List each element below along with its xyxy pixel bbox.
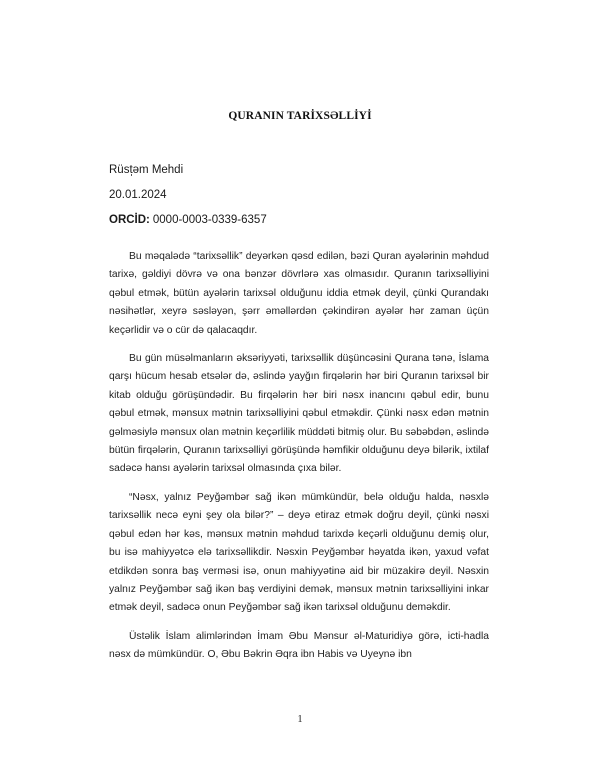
author-info [109,158,267,233]
paragraph: Bu gün müsəlmanların əksəriyyəti, tarixsəllik düşüncəsini Qurana tənə, İslama qarşı hücum hesab etsələr də, əslində yayğın firqələrin hər biri Quranın tarixsəl bir kitab olduğu görüşündədir. Bu firqələrin hər biri nəsx inancını qəbul edir, bunu qəbul etmək, mənsux mətnin tarixsəlliyini qəbul etməkdir. Çünki nəsx edən mətnin gəlməsiylə mənsux olan mətnin keçərlilik müddəti bitmiş olur. Bu səbəbdən, əslində bütün firqələrin, Quranın tarixsəlliyi görüşündə həmfikir olduğunu deyə bilərik, ixtilaf sadəcə hansı ayələrin tarixsəl olmasında çıxa bilər. [109,353,489,475]
publication-date: 20.01.2024 [109,189,167,201]
orcid-value: 0000-0003-0339-6357 [152,214,267,226]
orcid-label: ORCİD: [109,214,150,226]
paragraph: Bu məqalədə “tarixsəllik” deyərkən qəsd edilən, bəzi Quran ayələrinin məhdud tarixə, gəldiyi dövrə və ona bənzər dövrlərə xas olmasıdır. Quranın tarixsəlliyini qəbul etmək, bütün ayələrin tarixsəl olduğunu iddia etmək deyil, çünki Qurandakı nəsihətlər, xeyrə səsləyən, şərr əməllərdən çəkindirən ayələr hər zaman üçün keçərlidir və o cür də qalacaqdır. [109,251,489,336]
page-number: 1 [297,714,303,725]
document-title: QURANIN TARİXSƏLLİYİ [228,110,372,122]
orcid-row [109,208,267,233]
body-text [109,248,489,675]
author-name: Rüst̩əm Mehdi [109,164,184,176]
paragraph: Üstəlik İslam alimlərindən İmam Əbu Mənsur əl-Maturidiyə görə, icti-hadla nəsx də mümkündür. O, Əbu Bəkrin Əqra ibn Habis və Uyeynə ibn [109,630,489,661]
paragraph: “Nəsx, yalnız Peyğəmbər sağ ikən mümkündür, belə olduğu halda, nəsxlə tarixsəllik necə eyni şey ola bilər?” – deyə etiraz etmək doğru deyil, çünki nəsxi qəbul edən hər kəs, mənsux mətnin məhdud tarixdə keçərli olduğunu demiş olur, bu isə mahiyyətcə elə tarixsəllikdir. Nəsxin Peyğəmbər həyatda ikən, yaxud vəfat etdikdən sonra baş verməsi isə, onun mahiyyətinə aid bir müzakirə deyil. Nəsxin yalnız Peyğəmbər sağ ikən baş verdiyini demək, mənsux mətnin tarixsəlliyini inkar etmək deyil, sadəcə onun Peyğəmbər sağ ikən tarixsəl olduğunu deməkdir. [109,491,489,614]
